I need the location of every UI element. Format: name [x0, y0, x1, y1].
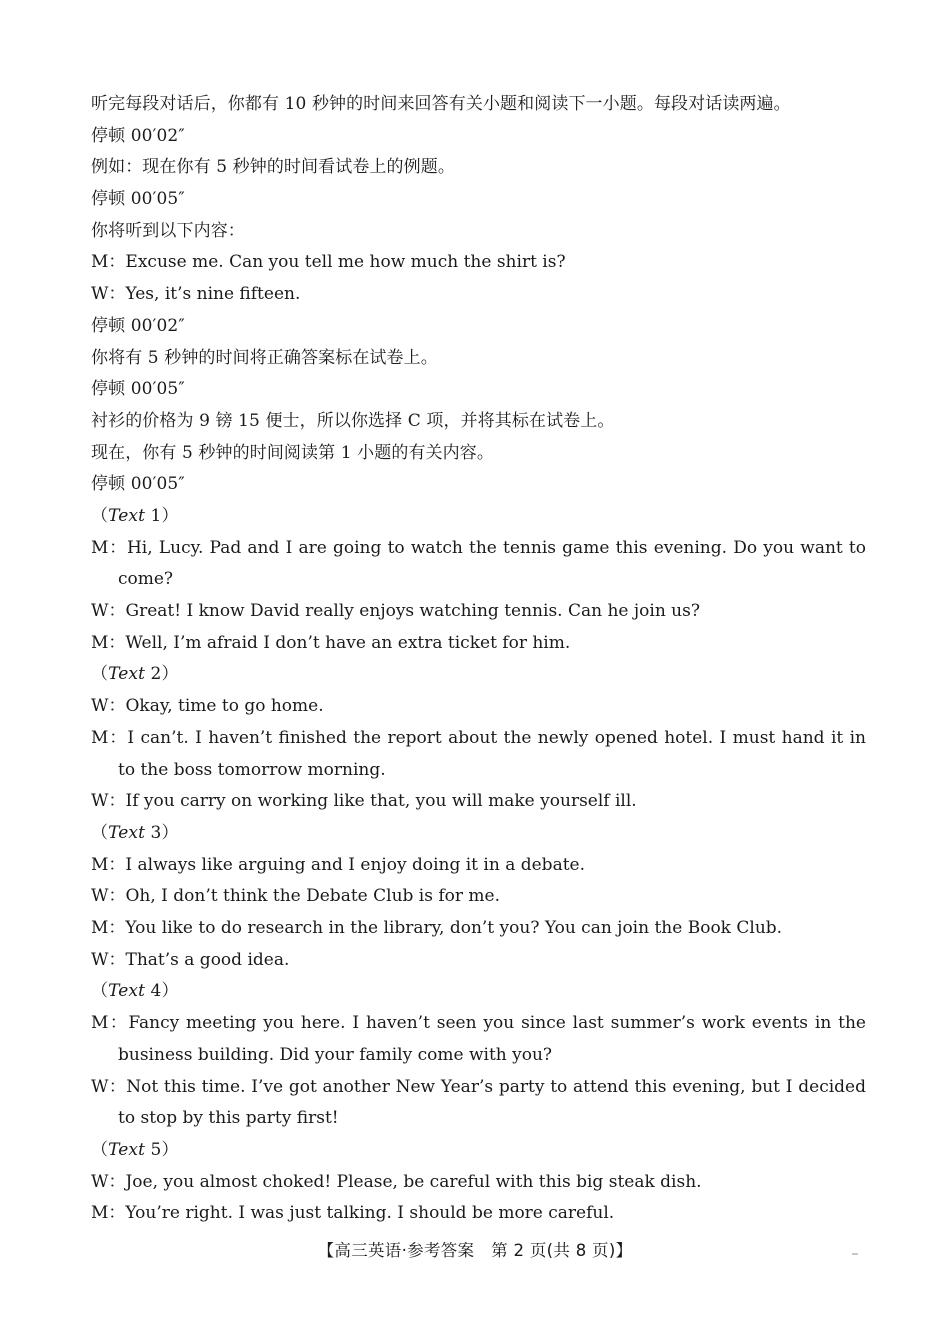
dialog-text: I always like arguing and I enjoy doing it in a debate. — [125, 854, 585, 875]
dialog-line — [91, 247, 866, 279]
dialog-line — [91, 1198, 866, 1230]
speaker-label: W： — [91, 1171, 126, 1192]
dialog-text: Joe, you almost choked! Please, be careful with this big steak dish. — [125, 1171, 702, 1192]
dialog-line — [91, 279, 866, 311]
dialog-text: Not this time. I’ve got another New Year’s party to attend this evening, but I decided to stop by this party first! — [118, 1076, 866, 1129]
speaker-label: W： — [91, 284, 126, 305]
label-open-paren: （ — [91, 822, 109, 843]
speaker-label: W： — [91, 1076, 127, 1097]
transcript-line: 停顿 00′02″ — [91, 125, 185, 146]
dialog-line — [91, 723, 866, 786]
speaker-label: W： — [91, 949, 126, 970]
label-number: 1 — [145, 505, 162, 526]
speaker-label: M： — [91, 537, 127, 558]
label-open-paren: （ — [91, 664, 109, 685]
section-label — [91, 501, 866, 533]
dialog-text: Well, I’m afraid I don’t have an extra ticket for him. — [125, 632, 571, 653]
dialog-line — [91, 1072, 866, 1135]
label-close-paren: ） — [161, 664, 179, 685]
speaker-label: W： — [91, 886, 126, 907]
transcript-line: 停顿 00′05″ — [91, 379, 185, 400]
dialog-text: Hi, Lucy. Pad and I are going to watch the tennis game this evening. Do you want to come? — [118, 537, 866, 590]
speaker-label: W： — [91, 601, 126, 622]
label-open-paren: （ — [91, 981, 109, 1002]
scan-mark — [852, 1253, 858, 1255]
dialog-text: You’re right. I was just talking. I should be more careful. — [125, 1203, 615, 1224]
section-label — [91, 818, 866, 850]
speaker-label: W： — [91, 791, 126, 812]
label-word: Text — [108, 981, 146, 1002]
dialog-text: I can’t. I haven’t finished the report about the newly opened hotel. I must hand it in to the boss tomorrow morning. — [118, 727, 866, 780]
speaker-label: M： — [91, 1203, 126, 1224]
speaker-label: M： — [91, 632, 126, 653]
section-label — [91, 1135, 866, 1167]
dialog-text: That’s a good idea. — [125, 949, 290, 970]
label-close-paren: ） — [161, 505, 179, 526]
transcript-line: 现在，你有 5 秒钟的时间阅读第 1 小题的有关内容。 — [91, 442, 494, 463]
label-word: Text — [108, 822, 146, 843]
dialog-line — [91, 945, 866, 977]
label-number: 3 — [145, 822, 162, 843]
dialog-text: You like to do research in the library, don’t you? You can join the Book Club. — [125, 918, 783, 939]
speaker-label: W： — [91, 696, 126, 717]
dialog-line — [91, 1167, 866, 1199]
section-label — [91, 976, 866, 1008]
label-close-paren: ） — [161, 822, 179, 843]
dialog-text: If you carry on working like that, you will make yourself ill. — [125, 791, 637, 812]
label-number: 4 — [145, 981, 162, 1002]
transcript-line: 例如：现在你有 5 秒钟的时间看试卷上的例题。 — [91, 157, 455, 178]
dialog-text: Excuse me. Can you tell me how much the shirt is? — [125, 252, 566, 273]
dialog-line — [91, 596, 866, 628]
transcript-line: 停顿 00′02″ — [91, 315, 185, 336]
section-label — [91, 659, 866, 691]
label-word: Text — [108, 664, 146, 685]
speaker-label: M： — [91, 1013, 129, 1034]
label-number: 5 — [145, 1139, 162, 1160]
label-word: Text — [108, 1139, 146, 1160]
dialog-line — [91, 628, 866, 660]
label-close-paren: ） — [161, 981, 179, 1002]
listening-transcript — [91, 89, 866, 1230]
dialog-text: Okay, time to go home. — [125, 696, 324, 717]
dialog-line — [91, 913, 866, 945]
label-open-paren: （ — [91, 1139, 109, 1160]
dialog-text: Fancy meeting you here. I haven’t seen you since last summer’s work events in the business building. Did your family come with you? — [118, 1013, 866, 1065]
dialog-line — [91, 533, 866, 596]
label-number: 2 — [145, 664, 162, 685]
dialog-line — [91, 850, 866, 882]
label-close-paren: ） — [161, 1139, 179, 1160]
transcript-line: 停顿 00′05″ — [91, 474, 185, 495]
dialog-text: Oh, I don’t think the Debate Club is for me. — [125, 886, 501, 907]
transcript-line: 你将听到以下内容： — [91, 220, 245, 241]
dialog-line — [91, 881, 866, 913]
speaker-label: M： — [91, 854, 126, 875]
dialog-line — [91, 691, 866, 723]
transcript-line: 听完每段对话后，你都有 10 秒钟的时间来回答有关小题和阅读下一小题。每段对话读两遍。 — [91, 94, 791, 114]
dialog-line — [91, 786, 866, 818]
dialog-text: Yes, it’s nine fifteen. — [125, 284, 301, 305]
transcript-line: 衬衫的价格为 9 镑 15 便士，所以你选择 C 项，并将其标在试卷上。 — [91, 410, 615, 431]
label-word: Text — [108, 505, 146, 526]
speaker-label: M： — [91, 727, 128, 748]
dialog-line — [91, 1008, 866, 1071]
speaker-label: M： — [91, 252, 126, 273]
dialog-text: Great! I know David really enjoys watching tennis. Can he join us? — [125, 601, 700, 622]
transcript-line: 停顿 00′05″ — [91, 189, 185, 210]
label-open-paren: （ — [91, 505, 109, 526]
transcript-line: 你将有 5 秒钟的时间将正确答案标在试卷上。 — [91, 347, 438, 368]
page-footer: 【高三英语·参考答案 第 2 页(共 8 页)】 — [317, 1241, 633, 1260]
speaker-label: M： — [91, 918, 126, 939]
